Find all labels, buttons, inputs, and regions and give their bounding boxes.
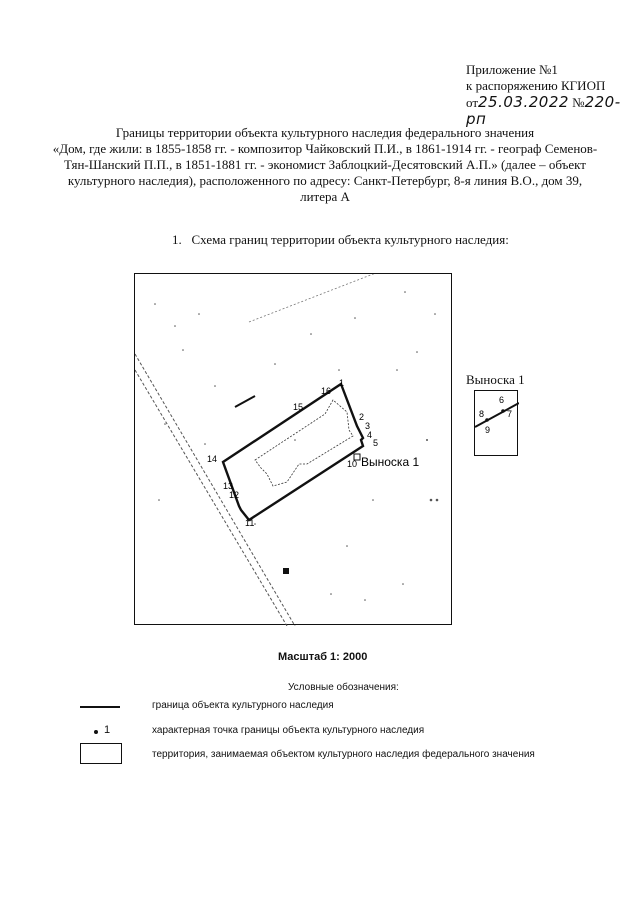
document-title <box>40 125 610 205</box>
point-label-3: 3 <box>365 421 371 431</box>
road-line-2 <box>135 370 287 626</box>
callout-svg <box>475 391 519 457</box>
legend-text-point: характерная точка границы объекта культурного наследия <box>152 725 425 736</box>
appendix-order: к распоряжению КГИОП <box>466 78 606 93</box>
number-prefix: № <box>572 95 585 110</box>
legend-title: Условные обозначения: <box>288 682 399 693</box>
road-line-1 <box>135 354 295 626</box>
callout-point-9 <box>485 418 489 422</box>
map-marker <box>283 568 289 574</box>
point-label-14: 14 <box>207 454 218 464</box>
callout-label-7: 7 <box>507 409 513 419</box>
section-number: 1. <box>172 232 182 247</box>
callout-label-9: 9 <box>485 425 491 435</box>
point-label-13: 13 <box>223 481 234 491</box>
appendix-title: Приложение №1 <box>466 62 558 77</box>
callout-point-6 <box>501 409 505 413</box>
title-line-3: Тян-Шанский П.П., в 1851-1881 гг. - экономист Заблоцкий-Десятовский А.П.» (далее – объект <box>64 157 586 172</box>
title-line-5: литера А <box>300 189 350 204</box>
point-label-10: 10 <box>347 459 358 469</box>
section-heading <box>172 232 509 248</box>
legend-dot-symbol <box>94 730 98 734</box>
point-label-15: 15 <box>293 402 304 412</box>
title-line-4: культурного наследия), расположенного по адресу: Санкт-Петербург, 8-я линия В.О., дом 39, <box>67 173 583 188</box>
date-prefix: от <box>466 95 479 110</box>
point-label-4: 4 <box>367 430 373 440</box>
street-line <box>249 274 425 322</box>
point-label-11: 11 <box>245 518 255 528</box>
callout-label-6: 6 <box>499 395 505 405</box>
appendix-date: 25.03.2022 <box>478 93 569 111</box>
section-text: Схема границ территории объекта культурного наследия: <box>191 232 509 247</box>
title-line-1: Границы территории объекта культурного наследия федерального значения <box>115 125 535 140</box>
legend-text-area: территория, занимаемая объектом культурного наследия федерального значения <box>152 749 535 760</box>
point-label-5: 5 <box>373 438 379 448</box>
appendix-date-line <box>466 94 640 128</box>
boundary-map <box>134 273 452 625</box>
building-outline <box>255 400 353 486</box>
point-label-16: 16 <box>321 386 332 396</box>
legend-area-symbol <box>80 743 122 764</box>
legend-line-symbol <box>80 706 120 708</box>
title-line-2: «Дом, где жили: в 1855-1858 гг. - композитор Чайковский П.И., в 1861-1914 гг. - географ Семенов- <box>52 141 598 156</box>
appendix-number: 220-рп <box>466 93 621 128</box>
map-scale: Масштаб 1: 2000 <box>278 651 368 663</box>
callout-label-8: 8 <box>479 409 485 419</box>
legend-dot-number: 1 <box>104 724 111 736</box>
callout-box <box>474 390 518 456</box>
point-label-2: 2 <box>359 412 365 422</box>
map-noise <box>154 291 438 601</box>
point-label-1: 1 <box>339 378 345 388</box>
appendix-block <box>466 62 640 128</box>
point-label-12: 12 <box>229 490 240 500</box>
map-svg <box>135 274 453 626</box>
callout-label: Выноска 1 <box>466 372 525 387</box>
map-dash <box>235 396 255 407</box>
callout-ref-label: Выноска 1 <box>361 455 420 469</box>
legend-text-boundary: граница объекта культурного наследия <box>152 700 334 711</box>
